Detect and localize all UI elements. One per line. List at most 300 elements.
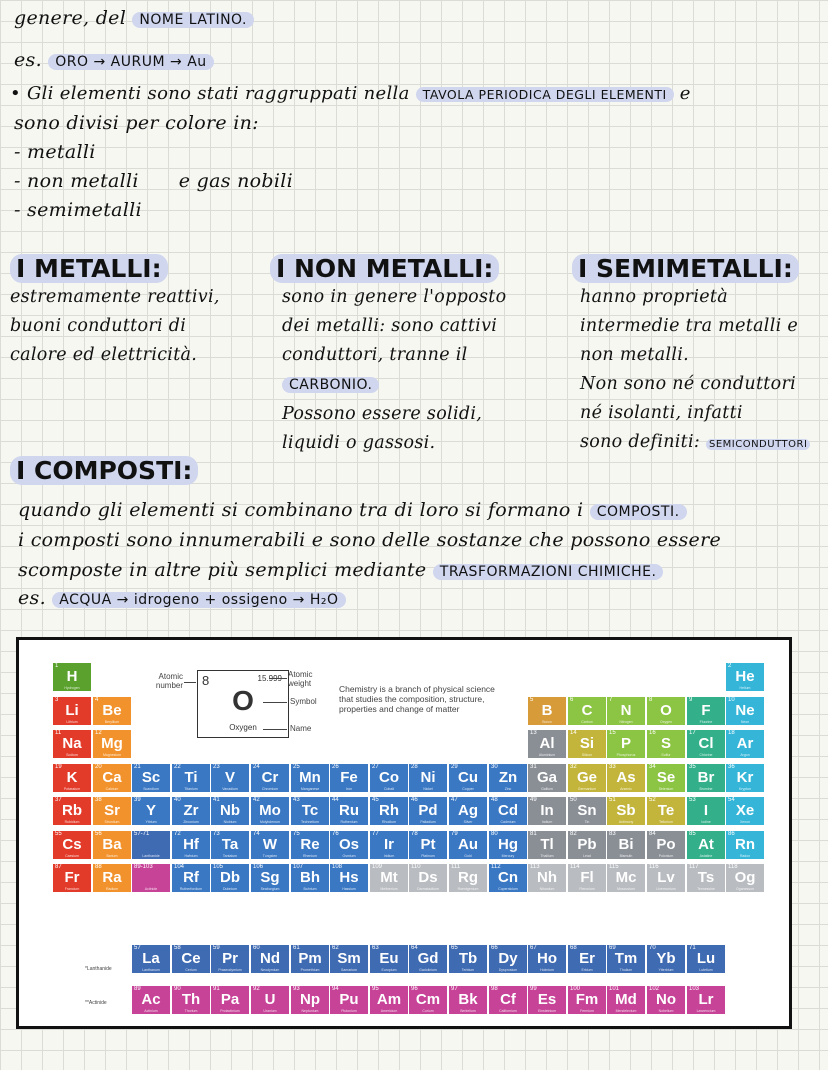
element-symbol: Ne bbox=[735, 702, 755, 719]
element-number: 99 bbox=[530, 986, 537, 992]
element-cell-nd bbox=[251, 945, 289, 973]
element-symbol: Pa bbox=[220, 991, 240, 1008]
element-name: Ruthenium bbox=[340, 820, 358, 824]
element-symbol: Mc bbox=[615, 869, 637, 886]
element-cell-md bbox=[607, 986, 645, 1014]
element-name: Thorium bbox=[184, 1009, 198, 1013]
element-cell-ca bbox=[93, 764, 131, 792]
element-cell-os bbox=[330, 831, 368, 859]
intro-text: sono divisi per colore in: bbox=[14, 112, 259, 134]
element-symbol: Th bbox=[181, 991, 201, 1008]
element-cell-sb bbox=[607, 797, 645, 825]
element-symbol: Kr bbox=[736, 769, 754, 786]
highlight-carbonio: CARBONIO. bbox=[282, 377, 379, 393]
element-symbol: Rf bbox=[183, 869, 199, 886]
element-number: 118 bbox=[728, 864, 738, 870]
element-symbol: Be bbox=[102, 702, 122, 719]
element-symbol: Bh bbox=[300, 869, 320, 886]
element-name: Molybdenum bbox=[259, 820, 281, 824]
element-cell-pr bbox=[211, 945, 249, 973]
element-name: Terbium bbox=[461, 968, 475, 972]
element-name: Californium bbox=[499, 1009, 517, 1013]
element-symbol: Ra bbox=[102, 869, 122, 886]
element-symbol: F bbox=[701, 702, 711, 719]
element-symbol: Cu bbox=[458, 769, 478, 786]
element-name: Moscovium bbox=[617, 887, 635, 891]
element-name: Lawrencium bbox=[696, 1009, 716, 1013]
element-symbol: Ru bbox=[339, 802, 359, 819]
element-number: 55 bbox=[55, 831, 62, 837]
element-number: 5 bbox=[530, 697, 534, 703]
element-name: Promethium bbox=[300, 968, 320, 972]
element-name: Europium bbox=[381, 968, 397, 972]
element-symbol: Sr bbox=[104, 802, 120, 819]
element-number: 16 bbox=[649, 730, 656, 736]
non-metalli-line: conduttori, tranne il bbox=[282, 345, 468, 365]
element-number: 67 bbox=[530, 945, 537, 951]
element-symbol: Rh bbox=[379, 802, 399, 819]
semimetalli-line: Non sono né conduttori bbox=[580, 374, 797, 394]
element-symbol: Y bbox=[145, 802, 156, 819]
element-cell-np bbox=[291, 986, 329, 1014]
element-symbol: N bbox=[620, 702, 632, 719]
element-symbol: Fe bbox=[340, 769, 358, 786]
element-name: Bromine bbox=[699, 787, 713, 791]
element-name: Nobelium bbox=[658, 1009, 674, 1013]
element-name: Lithium bbox=[66, 720, 78, 724]
element-symbol: Fl bbox=[580, 869, 594, 886]
element-name: Thallium bbox=[540, 854, 554, 858]
element-symbol: V bbox=[224, 769, 235, 786]
element-number: 69 bbox=[609, 945, 616, 951]
element-number: 26 bbox=[332, 764, 339, 770]
element-cell-v bbox=[211, 764, 249, 792]
element-symbol: Cr bbox=[261, 769, 279, 786]
intro-line-7 bbox=[14, 196, 142, 225]
element-name: Fluorine bbox=[699, 720, 713, 724]
element-cell-sm bbox=[330, 945, 368, 973]
element-symbol: Xe bbox=[735, 802, 755, 819]
element-cell-tl bbox=[528, 831, 566, 859]
element-symbol: He bbox=[735, 668, 755, 685]
element-symbol: Mn bbox=[299, 769, 321, 786]
composti-text: i composti sono innumerabili e sono delle sostanze che possono essere bbox=[18, 529, 722, 551]
non-metalli-heading bbox=[270, 254, 560, 283]
element-name: Hafnium bbox=[184, 854, 198, 858]
element-name: Seaborgium bbox=[260, 887, 280, 891]
element-cell-rf bbox=[172, 864, 210, 892]
element-cell-b bbox=[528, 697, 566, 725]
element-number: 31 bbox=[530, 764, 537, 770]
element-name: Beryllium bbox=[104, 720, 120, 724]
element-number: 33 bbox=[609, 764, 616, 770]
element-name: Iodine bbox=[701, 820, 711, 824]
element-symbol: Db bbox=[220, 869, 240, 886]
composti-text: scomposte in altre più semplici mediante bbox=[18, 559, 433, 581]
element-cell-cs bbox=[53, 831, 91, 859]
element-name: Strontium bbox=[104, 820, 120, 824]
element-cell-w bbox=[251, 831, 289, 859]
element-cell-pt bbox=[409, 831, 447, 859]
legend-example-name: Oxygen bbox=[229, 723, 257, 732]
element-symbol: Co bbox=[379, 769, 399, 786]
element-number: 91 bbox=[213, 986, 220, 992]
element-cell-ce bbox=[172, 945, 210, 973]
element-number: 20 bbox=[95, 764, 102, 770]
element-number: 29 bbox=[451, 764, 458, 770]
element-name: Sulfur bbox=[661, 753, 671, 757]
element-symbol: Ac bbox=[141, 991, 161, 1008]
element-name: Radium bbox=[105, 887, 119, 891]
element-symbol: Ag bbox=[458, 802, 478, 819]
element-cell-zn bbox=[489, 764, 527, 792]
element-symbol: Br bbox=[697, 769, 715, 786]
element-number: 88 bbox=[95, 864, 102, 870]
element-number: 52 bbox=[649, 797, 656, 803]
element-symbol: Nd bbox=[260, 950, 280, 967]
element-cell-u bbox=[251, 986, 289, 1014]
element-name: Uranium bbox=[263, 1009, 277, 1013]
highlight-semiconduttori: SEMICONDUTTORI bbox=[706, 439, 810, 450]
element-cell-rb bbox=[53, 797, 91, 825]
element-name: Iridium bbox=[383, 854, 395, 858]
element-name: Rhenium bbox=[302, 854, 317, 858]
element-number: 10 bbox=[728, 697, 735, 703]
element-symbol: I bbox=[703, 802, 709, 819]
element-symbol: Pr bbox=[222, 950, 238, 967]
element-cell-pu bbox=[330, 986, 368, 1014]
element-name: Lanthanide bbox=[142, 854, 160, 858]
element-symbol: Lv bbox=[657, 869, 675, 886]
element-symbol: Ni bbox=[420, 769, 436, 786]
element-symbol: Ba bbox=[102, 836, 122, 853]
highlight-trasformazioni: TRASFORMAZIONI CHIMICHE. bbox=[433, 564, 664, 580]
element-name: Oxygen bbox=[659, 720, 673, 724]
element-name: Copper bbox=[462, 787, 474, 791]
element-name: Barium bbox=[106, 854, 118, 858]
element-cell-rh bbox=[370, 797, 408, 825]
element-symbol: Tl bbox=[540, 836, 554, 853]
element-cell-ba bbox=[93, 831, 131, 859]
element-cell-cn bbox=[489, 864, 527, 892]
element-cell-ir bbox=[370, 831, 408, 859]
element-cell-na bbox=[53, 730, 91, 758]
lanthanide-label: *Lanthanide bbox=[85, 966, 112, 972]
element-name: Cerium bbox=[185, 968, 197, 972]
element-cell-ac bbox=[132, 986, 170, 1014]
legend-example-symbol: O bbox=[232, 685, 254, 716]
element-number: 70 bbox=[649, 945, 656, 951]
element-cell-th bbox=[172, 986, 210, 1014]
element-cell-xe bbox=[726, 797, 764, 825]
element-name: Dysprosium bbox=[498, 968, 518, 972]
element-number: 32 bbox=[570, 764, 577, 770]
element-name: Francium bbox=[64, 887, 80, 891]
element-symbol: Po bbox=[656, 836, 676, 853]
element-number: 62 bbox=[332, 945, 339, 951]
element-symbol: Te bbox=[657, 802, 675, 819]
element-number: 108 bbox=[332, 864, 343, 870]
element-cell-og bbox=[726, 864, 764, 892]
element-cell-zr bbox=[172, 797, 210, 825]
element-symbol: C bbox=[581, 702, 593, 719]
element-name: Tennessine bbox=[697, 887, 715, 891]
element-number: 106 bbox=[253, 864, 264, 870]
element-name: Silver bbox=[463, 820, 473, 824]
element-number: 27 bbox=[372, 764, 379, 770]
element-cell-sg bbox=[251, 864, 289, 892]
highlight-acqua: ACQUA → idrogeno + ossigeno → H₂O bbox=[52, 592, 345, 608]
element-name: Zirconium bbox=[183, 820, 199, 824]
element-symbol: Er bbox=[579, 950, 595, 967]
element-cell-n bbox=[607, 697, 645, 725]
element-name: Nihonium bbox=[539, 887, 555, 891]
composti-heading bbox=[10, 456, 198, 485]
element-cell-po bbox=[647, 831, 685, 859]
element-cell-lu bbox=[687, 945, 725, 973]
element-number: 47 bbox=[451, 797, 458, 803]
element-cell-p bbox=[607, 730, 645, 758]
element-symbol: La bbox=[142, 950, 160, 967]
element-symbol: Am bbox=[376, 991, 402, 1008]
element-cell-rn bbox=[726, 831, 764, 859]
element-number: 86 bbox=[728, 831, 735, 837]
element-number: 68 bbox=[570, 945, 577, 951]
element-cell-es bbox=[528, 986, 566, 1014]
element-number: 8 bbox=[649, 697, 653, 703]
non-metalli-line: dei metalli: sono cattivi bbox=[282, 316, 498, 336]
element-cell-bi bbox=[607, 831, 645, 859]
element-number: 77 bbox=[372, 831, 379, 837]
element-cell-cf bbox=[489, 986, 527, 1014]
element-cell-lanthanide bbox=[132, 831, 170, 859]
element-number: 23 bbox=[213, 764, 220, 770]
element-name: Actinide bbox=[144, 887, 158, 891]
element-name: Protactinium bbox=[220, 1009, 240, 1013]
element-number: 57 bbox=[134, 945, 141, 951]
legend-arrow-name bbox=[263, 729, 287, 730]
element-name: Darmstadtium bbox=[417, 887, 439, 891]
element-number: 107 bbox=[293, 864, 304, 870]
element-cell-mn bbox=[291, 764, 329, 792]
element-cell-ni bbox=[409, 764, 447, 792]
element-cell-sn bbox=[568, 797, 606, 825]
element-number: 79 bbox=[451, 831, 458, 837]
element-symbol: Es bbox=[537, 991, 557, 1008]
element-number: 72 bbox=[174, 831, 181, 837]
element-number: 89 bbox=[134, 986, 141, 992]
element-cell-li bbox=[53, 697, 91, 725]
element-cell-sr bbox=[93, 797, 131, 825]
element-name: Lutetium bbox=[699, 968, 713, 972]
element-symbol: Rg bbox=[458, 869, 478, 886]
heading-highlight: I COMPOSTI: bbox=[10, 456, 198, 485]
element-number: 89-103 bbox=[134, 864, 153, 870]
legend-example-weight: 15.999 bbox=[257, 674, 282, 683]
element-symbol: Cf bbox=[500, 991, 516, 1008]
element-cell-tb bbox=[449, 945, 487, 973]
element-number: 2 bbox=[728, 663, 732, 669]
element-symbol: Mt bbox=[380, 869, 398, 886]
semimetalli-line: intermedie tra metalli e bbox=[580, 316, 799, 336]
element-cell-he bbox=[726, 663, 764, 691]
element-number: 83 bbox=[609, 831, 616, 837]
element-name: Praseodymium bbox=[218, 968, 242, 972]
element-name: Copernicium bbox=[498, 887, 518, 891]
element-symbol: Pd bbox=[418, 802, 438, 819]
element-cell-re bbox=[291, 831, 329, 859]
element-cell-ta bbox=[211, 831, 249, 859]
element-cell-mt bbox=[370, 864, 408, 892]
element-name: Hydrogen bbox=[64, 686, 80, 690]
element-symbol: Ds bbox=[418, 869, 438, 886]
element-number: 65 bbox=[451, 945, 458, 951]
element-number: 82 bbox=[570, 831, 577, 837]
element-cell-be bbox=[93, 697, 131, 725]
element-symbol: Mo bbox=[259, 802, 281, 819]
element-symbol: Ts bbox=[697, 869, 715, 886]
element-name: Calcium bbox=[105, 787, 119, 791]
element-number: 21 bbox=[134, 764, 141, 770]
element-number: 35 bbox=[689, 764, 696, 770]
element-number: 59 bbox=[213, 945, 220, 951]
legend-arrow-weight bbox=[269, 678, 287, 679]
element-number: 45 bbox=[372, 797, 379, 803]
element-cell-ds bbox=[409, 864, 447, 892]
element-name: Erbium bbox=[581, 968, 593, 972]
element-name: Bismuth bbox=[619, 854, 633, 858]
intro-text: - non metalli bbox=[14, 170, 139, 192]
element-number: 22 bbox=[174, 764, 181, 770]
semimetalli-heading bbox=[572, 254, 828, 283]
element-symbol: Ta bbox=[221, 836, 239, 853]
element-number: 76 bbox=[332, 831, 339, 837]
element-name: Livermorium bbox=[656, 887, 676, 891]
element-number: 38 bbox=[95, 797, 102, 803]
element-number: 18 bbox=[728, 730, 735, 736]
element-cell-hg bbox=[489, 831, 527, 859]
semimetalli-section bbox=[572, 254, 828, 459]
element-cell-nh bbox=[528, 864, 566, 892]
element-cell-ga bbox=[528, 764, 566, 792]
intro-line-4 bbox=[14, 109, 259, 138]
legend-symbol-label: Symbol bbox=[290, 697, 317, 706]
element-cell-hs bbox=[330, 864, 368, 892]
element-number: 100 bbox=[570, 986, 581, 992]
intro-line-1 bbox=[14, 4, 254, 35]
element-symbol: Md bbox=[615, 991, 637, 1008]
element-number: 9 bbox=[689, 697, 693, 703]
element-symbol: Tm bbox=[614, 950, 638, 967]
element-symbol: Li bbox=[65, 702, 79, 719]
element-cell-in bbox=[528, 797, 566, 825]
element-symbol: Re bbox=[300, 836, 320, 853]
element-name: Rubidium bbox=[64, 820, 80, 824]
legend-example-number: 8 bbox=[202, 673, 210, 688]
element-name: Yttrium bbox=[145, 820, 157, 824]
element-name: Tin bbox=[584, 820, 590, 824]
element-name: Niobium bbox=[223, 820, 237, 824]
element-number: 44 bbox=[332, 797, 339, 803]
element-symbol: Ca bbox=[102, 769, 122, 786]
element-cell-mc bbox=[607, 864, 645, 892]
element-number: 48 bbox=[491, 797, 498, 803]
element-cell-as bbox=[607, 764, 645, 792]
element-symbol: Np bbox=[300, 991, 320, 1008]
highlight-nome-latino: NOME LATINO. bbox=[132, 12, 254, 28]
intro-text-gas-nobili: e gas nobili bbox=[178, 170, 293, 192]
element-cell-lr bbox=[687, 986, 725, 1014]
element-name: Berkelium bbox=[460, 1009, 476, 1013]
legend-name-label: Name bbox=[290, 724, 312, 733]
element-number: 42 bbox=[253, 797, 260, 803]
non-metalli-line: liquidi o gassosi. bbox=[282, 433, 436, 453]
legend-atomic-weight-label: Atomic weight bbox=[288, 670, 313, 688]
element-cell-tm bbox=[607, 945, 645, 973]
element-number: 30 bbox=[491, 764, 498, 770]
element-number: 85 bbox=[689, 831, 696, 837]
element-name: Einsteinium bbox=[537, 1009, 557, 1013]
element-symbol: B bbox=[541, 702, 553, 719]
element-symbol: Lu bbox=[696, 950, 716, 967]
element-symbol: Zn bbox=[498, 769, 518, 786]
semimetalli-text: sono definiti: bbox=[580, 432, 706, 452]
element-name: Iron bbox=[345, 787, 353, 791]
highlight-tavola-periodica: TAVOLA PERIODICA DEGLI ELEMENTI bbox=[416, 87, 674, 102]
element-number: 60 bbox=[253, 945, 260, 951]
intro-line-5 bbox=[14, 138, 96, 167]
element-symbol: Cm bbox=[415, 991, 441, 1008]
element-symbol: Yb bbox=[656, 950, 676, 967]
element-name: Caesium bbox=[65, 854, 79, 858]
metalli-line: calore ed elettricità. bbox=[10, 345, 198, 365]
element-cell-ru bbox=[330, 797, 368, 825]
element-name: Arsenic bbox=[620, 787, 632, 791]
element-number: 57-71 bbox=[134, 831, 150, 837]
element-name: Tungsten bbox=[262, 854, 278, 858]
element-name: Flerovium bbox=[579, 887, 595, 891]
element-number: 104 bbox=[174, 864, 185, 870]
element-name: Mendelevium bbox=[615, 1009, 637, 1013]
element-symbol: Nb bbox=[220, 802, 240, 819]
element-symbol: Bk bbox=[458, 991, 478, 1008]
element-number: 19 bbox=[55, 764, 62, 770]
element-name: Plutonium bbox=[341, 1009, 357, 1013]
element-symbol: Pt bbox=[420, 836, 436, 853]
non-metalli-line: Possono essere solidi, bbox=[282, 404, 483, 424]
element-number: 4 bbox=[95, 697, 99, 703]
element-number: 50 bbox=[570, 797, 577, 803]
intro-text: • Gli elementi sono stati raggruppati nella bbox=[10, 83, 416, 104]
element-name: Nitrogen bbox=[619, 720, 633, 724]
element-number: 28 bbox=[411, 764, 418, 770]
element-name: Gallium bbox=[541, 787, 553, 791]
element-cell-eu bbox=[370, 945, 408, 973]
element-symbol: Cd bbox=[498, 802, 518, 819]
element-cell-lv bbox=[647, 864, 685, 892]
element-number: 34 bbox=[649, 764, 656, 770]
element-name: Meitnerium bbox=[380, 887, 398, 891]
element-number: 95 bbox=[372, 986, 379, 992]
element-symbol: Sg bbox=[260, 869, 280, 886]
element-name: Chlorine bbox=[699, 753, 713, 757]
element-number: 93 bbox=[293, 986, 300, 992]
element-symbol: Cn bbox=[498, 869, 518, 886]
element-symbol: Pu bbox=[339, 991, 359, 1008]
element-name: Vanadium bbox=[222, 787, 238, 791]
intro-text: e bbox=[673, 83, 691, 104]
element-symbol: K bbox=[66, 769, 78, 786]
